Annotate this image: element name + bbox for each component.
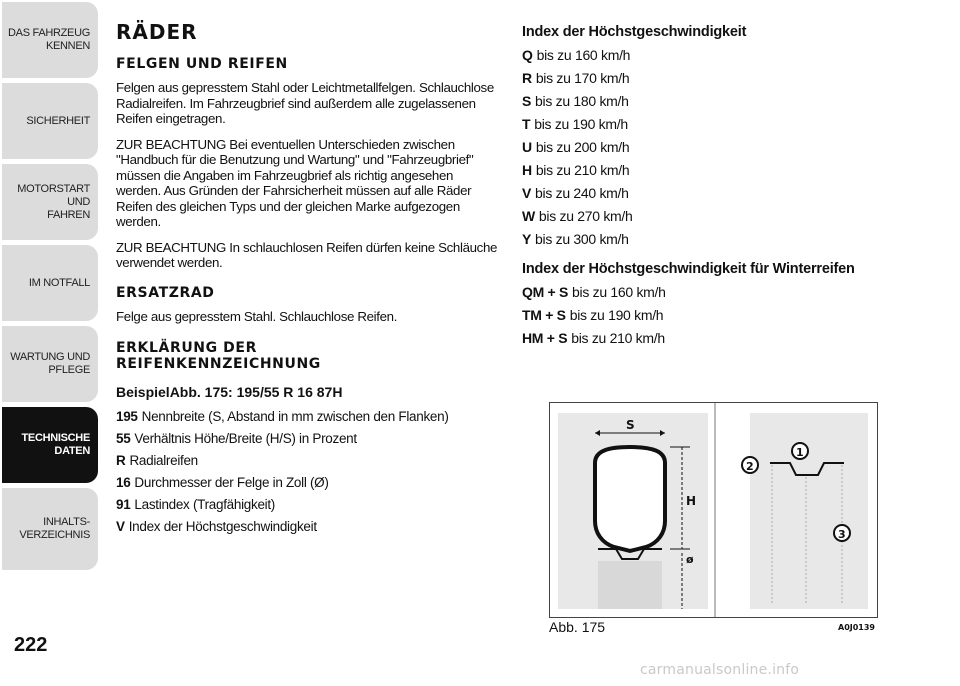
code-description: bis zu 240 km/h <box>535 185 629 201</box>
felgen-paragraph-3: ZUR BEACHTUNG In schlauchlosen Reifen dürfen keine Schläuche verwendet werden. <box>116 239 498 270</box>
code: V <box>116 519 125 534</box>
page-number: 222 <box>14 634 48 656</box>
tab-label: TECHNISCHE DATEN <box>21 432 90 457</box>
tab-motorstart-und-fahren[interactable] <box>2 164 98 240</box>
erklaerung-heading-line-1: ERKLÄRUNG DER <box>116 340 257 356</box>
label-h: H <box>686 494 697 508</box>
list-item <box>116 450 500 472</box>
code: Q <box>522 47 533 63</box>
erklaerung-heading-line-2: REIFENKENNZEICHNUNG <box>116 356 321 372</box>
list-item <box>116 516 500 538</box>
code: U <box>522 139 532 155</box>
list-item <box>116 406 500 428</box>
label-s: S <box>626 418 635 432</box>
code-description: bis zu 190 km/h <box>534 116 628 132</box>
winter-index-heading: Index der Höchstgeschwindigkeit für Winterreifen <box>522 261 855 277</box>
right-column <box>522 24 932 350</box>
tire-code-list <box>116 406 500 538</box>
code: 16 <box>116 475 131 490</box>
tab-label: INHALTS- VERZEICHNIS <box>19 516 90 541</box>
code: Y <box>522 231 532 247</box>
tab-label: DAS FAHRZEUG KENNEN <box>8 27 90 52</box>
list-item <box>522 159 932 182</box>
code: T <box>522 116 531 132</box>
left-column <box>116 20 500 538</box>
label-diameter: ø <box>686 553 694 566</box>
list-item <box>522 90 932 113</box>
list-item <box>116 472 500 494</box>
list-item <box>522 327 932 350</box>
callout-3-label: 3 <box>838 528 846 541</box>
code-description: Index der Höchstgeschwindigkeit <box>128 519 317 534</box>
tab-im-notfall[interactable] <box>2 245 98 321</box>
tire-cross-section-illustration <box>550 403 877 617</box>
list-item <box>522 205 932 228</box>
list-item <box>522 182 932 205</box>
figure-caption: Abb. 175 <box>549 619 606 635</box>
speed-index-heading: Index der Höchstgeschwindigkeit <box>522 24 747 40</box>
right-panel-bg <box>750 413 868 609</box>
list-item <box>522 304 932 327</box>
list-item <box>522 113 932 136</box>
code-description: Nennbreite (S, Abstand in mm zwischen den Flanken) <box>141 409 449 424</box>
list-item <box>522 228 932 251</box>
code-description: bis zu 200 km/h <box>535 139 630 155</box>
watermark: carmanualsonline.info <box>640 662 800 678</box>
code-description: bis zu 160 km/h <box>536 47 631 63</box>
code: 91 <box>116 497 131 512</box>
list-item <box>116 428 500 450</box>
tire-example: BeispielAbb. 175: 195/55 R 16 87H <box>116 384 343 400</box>
callout-2-label: 2 <box>746 460 754 473</box>
list-item <box>522 136 932 159</box>
code: 195 <box>116 409 138 424</box>
tab-label: IM NOTFALL <box>28 276 90 289</box>
tire-profile <box>595 447 665 551</box>
tab-label: MOTORSTART UND FAHREN <box>17 182 90 221</box>
tab-inhaltsverzeichnis[interactable] <box>2 488 98 570</box>
list-item <box>522 67 932 90</box>
chapter-tabs <box>0 0 100 686</box>
tab-das-fahrzeug-kennen[interactable] <box>2 2 98 78</box>
code-description: bis zu 190 km/h <box>569 307 664 323</box>
list-item <box>522 44 932 67</box>
code-description: Lastindex (Tragfähigkeit) <box>134 497 275 512</box>
code-description: Verhältnis Höhe/Breite (H/S) in Prozent <box>134 431 357 446</box>
ersatzrad-paragraph: Felge aus gepresstem Stahl. Schlauchlose Reifen. <box>116 308 398 324</box>
code: V <box>522 185 532 201</box>
tab-label: SICHERHEIT <box>26 114 90 127</box>
code-description: bis zu 170 km/h <box>535 70 630 86</box>
section-title: RÄDER <box>116 20 198 44</box>
tab-technische-daten[interactable] <box>2 407 98 483</box>
code-description: bis zu 160 km/h <box>572 284 666 300</box>
list-item <box>116 494 500 516</box>
code-description: bis zu 180 km/h <box>535 93 629 109</box>
code: HM + S <box>522 330 568 346</box>
code: H <box>522 162 532 178</box>
ersatzrad-heading: ERSATZRAD <box>116 284 215 301</box>
tab-wartung-und-pflege[interactable] <box>2 326 98 402</box>
wheel-rim <box>598 561 662 609</box>
code-description: bis zu 210 km/h <box>571 330 665 346</box>
code: 55 <box>116 431 131 446</box>
code-description: Durchmesser der Felge in Zoll (Ø) <box>134 475 329 490</box>
code: QM + S <box>522 284 569 300</box>
felgen-paragraph-1: Felgen aus gepresstem Stahl oder Leichtmetallfelgen. Schlauchlose Radialreifen. Im Fahrzeugbrief sind außerdem alle zugelassenen Reifen eingetragen. <box>116 80 494 126</box>
code-description: bis zu 300 km/h <box>535 231 629 247</box>
code: S <box>522 93 532 109</box>
code: R <box>116 453 126 468</box>
code: W <box>522 208 535 224</box>
code-description: bis zu 270 km/h <box>538 208 633 224</box>
code-description: bis zu 210 km/h <box>535 162 630 178</box>
tab-label: WARTUNG UND PFLEGE <box>10 351 90 376</box>
code: R <box>522 70 532 86</box>
figure-code: A0J0139 <box>838 623 875 632</box>
tab-sicherheit[interactable] <box>2 83 98 159</box>
code: TM + S <box>522 307 566 323</box>
tire-diagram <box>549 402 878 618</box>
felgen-heading: FELGEN UND REIFEN <box>116 56 288 72</box>
felgen-paragraph-2: ZUR BEACHTUNG Bei eventuellen Unterschieden zwischen "Handbuch für die Benutzung und Wartung" und "Fahrzeugbrief" müssen die Angaben im Fahrzeugbrief als richtig angesehen werden. Aus Gründen der Fahrsicherheit müssen auf alle Räder Reifen des gleichen Typs und der gleichen Marke aufgezogen werden. <box>116 136 474 229</box>
code-description: Radialreifen <box>129 453 198 468</box>
list-item <box>522 281 932 304</box>
callout-1-label: 1 <box>796 446 804 459</box>
